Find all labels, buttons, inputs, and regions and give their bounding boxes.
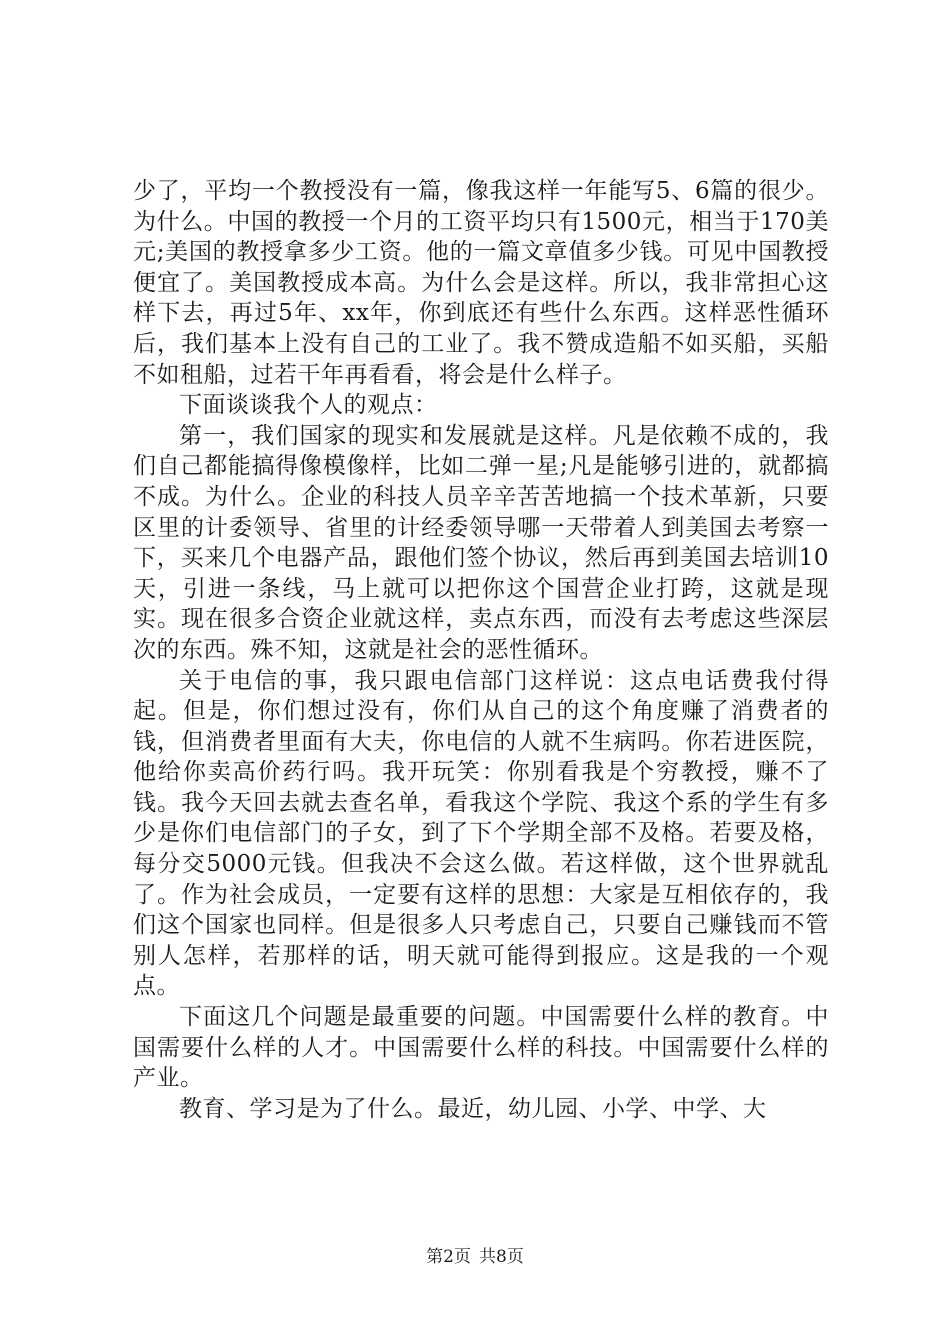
page-number: 第2页 — [426, 1247, 471, 1267]
page-footer — [0, 1242, 950, 1267]
paragraph-6: 教育、学习是为了什么。最近，幼儿园、小学、中学、大 — [179, 1095, 767, 1122]
paragraph-3: 第一，我们国家的现实和发展就是这样。凡是依赖不成的，我们自己都能搞得像模像样，比如二弹一星;凡是能够引进的，就都搞不成。为什么。企业的科技人员辛辛苦苦地搞一个技术革新，只要区里的计委领导、省里的计经委领导哪一天带着人到美国去考察一下，买来几个电器产品，跟他们签个协议，然后再到美国去培训10天，引进一条线，马上就可以把你这个国营企业打跨，这就是现实。现在很多合资企业就这样，卖点东西，而没有去考虑这些深层次的东西。殊不知，这就是社会的恶性循环。 — [133, 422, 829, 663]
paragraph-4: 关于电信的事，我只跟电信部门这样说：这点电话费我付得起。但是，你们想过没有，你们从自己的这个角度赚了消费者的钱，但消费者里面有大夫，你电信的人就不生病吗。你若进医院，他给你卖高价药行吗。我开玩笑：你别看我是个穷教授，赚不了钱。我今天回去就去查名单，看我这个学院、我这个系的学生有多少是你们电信部门的子女，到了下个学期全部不及格。若要及格，每分交5000元钱。但我决不会这么做。若这样做，这个世界就乱了。作为社会成员，一定要有这样的思想：大家是互相依存的，我们这个国家也同样。但是很多人只考虑自己，只要自己赚钱而不管别人怎样，若那样的话，明天就可能得到报应。这是我的一个观点。 — [133, 667, 829, 1000]
paragraph-1: 少了，平均一个教授没有一篇，像我这样一年能写5、6篇的很少。为什么。中国的教授一个月的工资平均只有1500元，相当于170美元;美国的教授拿多少工资。他的一篇文章值多少钱。可见中国教授便宜了。美国教授成本高。为什么会是这样。所以，我非常担心这样下去，再过5年、xx年，你到底还有些什么东西。这样恶性循环后，我们基本上没有自己的工业了。我不赞成造船不如买船，买船不如租船，过若干年再看看，将会是什么样子。 — [133, 178, 829, 388]
document-body — [133, 176, 829, 1124]
paragraph-2: 下面谈谈我个人的观点： — [179, 392, 438, 419]
page-total: 共8页 — [479, 1247, 524, 1267]
paragraph-5: 下面这几个问题是最重要的问题。中国需要什么样的教育。中国需要什么样的人才。中国需要什么样的科技。中国需要什么样的产业。 — [133, 1004, 829, 1092]
